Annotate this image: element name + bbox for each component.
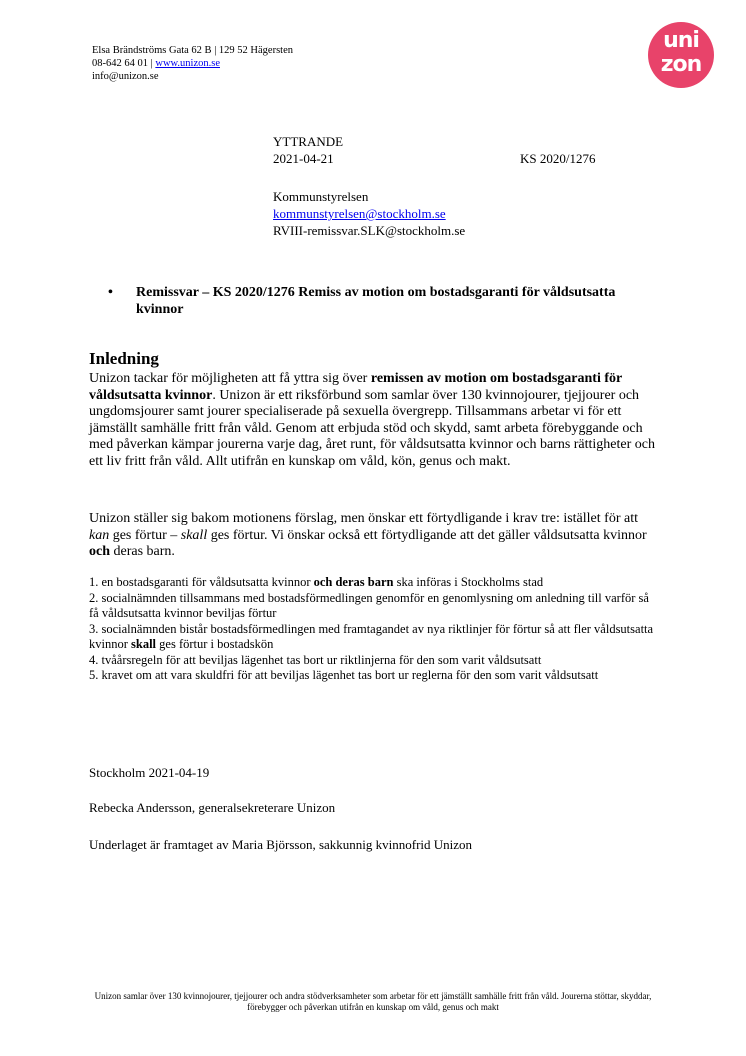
list-item: 3. socialnämnden bistår bostadsförmedlingen med framtagandet av nya riktlinjer för förtur så att fler våldsutsatta kvinnor skall ges förtur i bostadskön <box>89 621 654 651</box>
sender-phone: 08-642 64 01 | <box>92 58 156 69</box>
demands-list <box>89 575 659 684</box>
recipient-email-link[interactable]: kommunstyrelsen@stockholm.se <box>273 206 446 221</box>
list-item: 2. socialnämnden tillsammans med bostadsförmedlingen genomför en genomlysning om anledning till varför så få våldsutsatta kvinnor beviljas förtur <box>89 590 649 620</box>
website-link[interactable]: www.unizon.se <box>155 58 220 69</box>
document-meta <box>273 133 343 167</box>
intro-heading: Inledning <box>89 349 159 368</box>
recipient-name: Kommunstyrelsen <box>273 189 369 204</box>
sender-contact <box>92 57 293 70</box>
document-date: 2021-04-21 <box>273 151 334 166</box>
list-item: 1. en bostadsgaranti för våldsutsatta kvinnor och deras barn ska införas i Stockholms stad <box>89 575 544 589</box>
place-date: Stockholm 2021-04-19 <box>89 765 210 780</box>
subject-line <box>108 284 652 318</box>
intro-paragraph-2: Unizon ställer sig bakom motionens förslag, men önskar ett förtydligande i krav tre: istället för att kan ges förtur – skall ges förtur. Vi önskar också ett förtydligande att det gäller våldsutsatta kvinnor och deras barn. <box>89 511 647 559</box>
prepared-by: Underlaget är framtaget av Maria Björsson, sakkunnig kvinnofrid Unizon <box>89 837 473 852</box>
list-item: 4. tvåårsregeln för att beviljas lägenhet tas bort ur riktlinjerna för den som varit våldsutsatt <box>89 652 542 667</box>
signer: Rebecka Andersson, generalsekreterare Unizon <box>89 800 336 815</box>
recipient-block <box>273 188 465 239</box>
logo-text-top: uni <box>663 28 699 53</box>
bullet-icon: • <box>108 285 113 300</box>
list-item: 5. kravet om att vara skuldfri för att beviljas lägenhet tas bort ur reglerna för den som varit våldsutsatt <box>89 668 599 682</box>
sender-address: Elsa Brändströms Gata 62 B | 129 52 Hägersten <box>92 45 293 56</box>
intro-paragraph-1: Unizon tackar för möjligheten att få yttra sig över remissen av motion om bostadsgaranti för våldsutsatta kvinnor. Unizon är ett riksförbund som samlar över 130 kvinnojourer, tjejjourer och ungdomsjourer samt jourer specialiserade på sexuella övergrepp. Tillsammans arbetar vi för ett jämställt samhälle fritt från våld. Genom att erbjuda stöd och skydd, samt arbeta förebyggande och med påverkan kämpar jourerna varje dag, året runt, för våldsutsatta kvinnor och barns rättigheter och ett liv fritt från våld. Allt utifrån en kunskap om våld, kön, genus och makt. <box>89 371 656 469</box>
sender-email: info@unizon.se <box>92 71 159 82</box>
page-footer: Unizon samlar över 130 kvinnojourer, tjejjourer och andra stödverksamheter som arbetar för ett jämställt samhälle fritt från våld. Jourerna stöttar, skyddar, förebygger och påverkan utifrån en kunskap om våld, genus och makt <box>94 991 652 1012</box>
subject-text: Remissvar – KS 2020/1276 Remiss av motion om bostadsgaranti för våldsutsatta kvinnor <box>136 285 616 317</box>
case-number: KS 2020/1276 <box>520 151 596 166</box>
sender-address-block <box>92 44 293 83</box>
motion-title-bold: remissen av motion om bostadsgaranti för våldsutsatta kvinnor <box>89 371 622 403</box>
unizon-logo <box>648 22 714 88</box>
document-type: YTTRANDE <box>273 134 344 149</box>
recipient-email-2: RVIII-remissvar.SLK@stockholm.se <box>273 223 466 238</box>
logo-text-bottom: zon <box>660 52 702 77</box>
